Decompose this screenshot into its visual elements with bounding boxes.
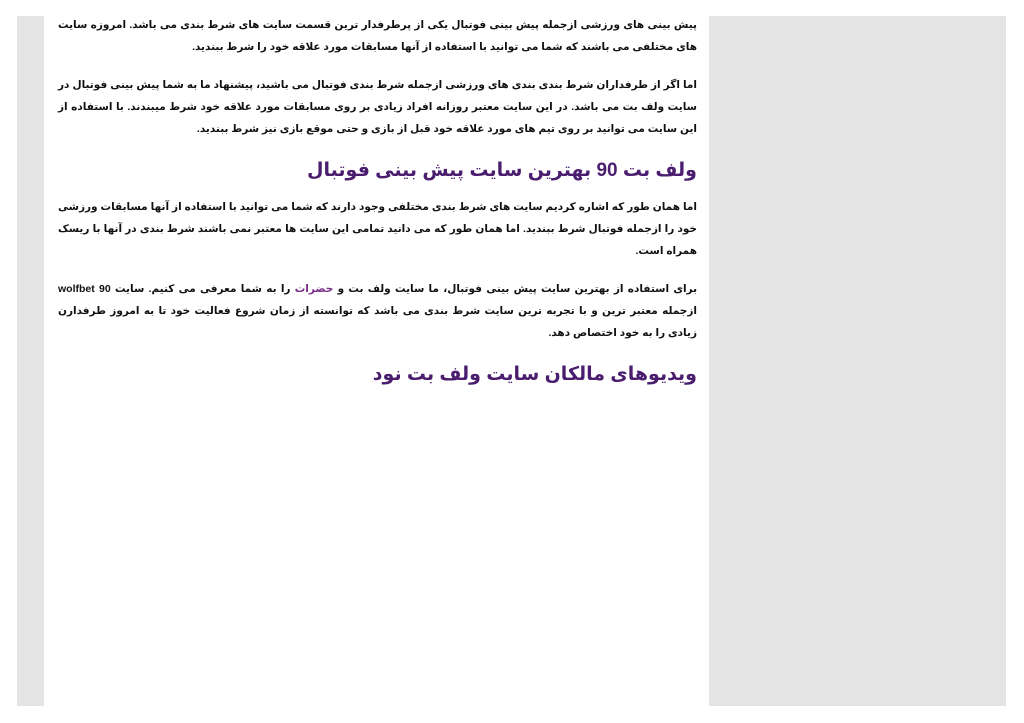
section-heading: ولف بت 90 بهترین سایت پیش بینی فوتبال [307,160,697,181]
article-paragraph: اما اگر از طرفداران شرط بندی بندی های ورزشی ازجمله شرط بندی فوتبال می باشید، پیشنهاد ما به شما پیش بینی فوتبال در سایت ولف بت می باشد. در این سایت معتبر روزانه افراد زیادی بر روی مسابقات مورد علاقه خود شرط میبندند. با استفاده از این سایت می توانید بر روی تیم های مورد علاقه خود قبل از بازی و حتی موقع بازی نیز شرط ببندید. [58,79,697,135]
paragraph-text: را به شما معرفی می کنیم. سایت wolfbet 90 ازجمله معتبر ترین و با تجربه ترین سایت شرط بندی می باشد که توانسته از زمان شروع فعالیت خود تا به امروز طرفدارن زیادی را به خود اختصاص دهد. [58,283,697,339]
article-body [44,0,709,390]
article-paragraph [58,278,697,344]
hazarat-link[interactable]: حضرات [294,283,334,295]
article-paragraph: پیش بینی های ورزشی ازجمله پیش بینی فوتبال یکی از پرطرفدار ترین قسمت سایت های شرط بندی می باشد. امروزه سایت های مختلفی می باشند که شما می توانید با استفاده از آنها مسابقات مورد علاقه خود را شرط ببندید. [58,19,697,53]
sidebar [709,16,1006,706]
videos-heading: ویدیوهای مالکان سایت ولف بت نود [372,364,697,385]
article-paragraph: اما همان طور که اشاره کردیم سایت های شرط بندی مختلفی وجود دارند که شما می توانید با استفاده از آنها مسابقات ورزشی خود را ازجمله فوتبال شرط ببندید. اما همان طور که می دانید تمامی این سایت ها معتبر نمی باشند شرط بندی در آنها با ریسک همراه است. [58,201,697,257]
main-content [44,0,709,706]
paragraph-text: برای استفاده از بهترین سایت پیش بینی فوتبال، ما سایت ولف بت و [337,283,698,295]
left-gutter [17,16,44,706]
